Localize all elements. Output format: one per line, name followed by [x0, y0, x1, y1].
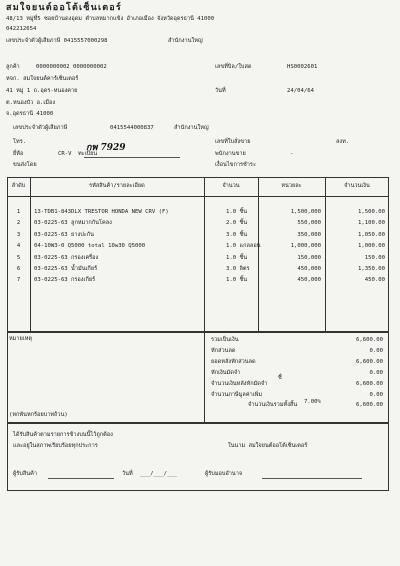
- doc-no: HS0002601: [287, 64, 318, 70]
- doc-ref-suffix: ลงท.: [336, 139, 350, 145]
- row-amount: 1,500.00: [358, 209, 385, 215]
- authorized-label: ผู้รับมอบอำนาจ: [205, 471, 243, 477]
- footer-condition-line: และอยู่ในสภาพเรียบร้อยทุกประการ: [13, 443, 98, 449]
- customer-code-label: ลูกค้า: [6, 64, 20, 70]
- row-price: 450,000: [297, 266, 321, 272]
- row-no: 7: [16, 277, 21, 284]
- customer-tax-label: เลขประจำตัวผู้เสียภาษี: [13, 125, 68, 131]
- row-price: 1,500,000: [290, 209, 321, 215]
- doc-staff-label: พนักงานขาย: [215, 151, 246, 157]
- customer-tax-id: 0415544000837: [110, 125, 154, 131]
- customer-address-3: จ.อุดรธานี 41000: [6, 111, 54, 117]
- doc-date: 24/04/64: [287, 88, 314, 94]
- row-no: 6: [16, 266, 21, 272]
- customer-address-2: ต.หนองบัว อ.เมือง: [6, 100, 56, 106]
- row-amount: 1,050.00: [358, 231, 385, 238]
- row-price: 1,000,000: [290, 243, 321, 250]
- customer-code: 0000000002 0000000002: [36, 64, 107, 70]
- doc-date-label: วันที่: [215, 88, 226, 94]
- row-qty: 2.0 ชิ้น: [226, 220, 248, 227]
- receive-date-label: วันที่: [122, 471, 133, 477]
- table-header-divider: [7, 196, 389, 197]
- vehicle-ship-label: ขนส่งโดย: [13, 162, 37, 168]
- totals-divider: [204, 332, 205, 423]
- company-address: 48/13 หมู่ที่5 ซอยบ้านดงอุดม ตำบลหมากแข้ง อำเภอเมือง จังหวัดอุดรธานี 41000: [6, 16, 215, 22]
- company-tax-id: เลขประจำตัวผู้เสียภาษี 0415557000298: [6, 38, 108, 44]
- row-no: 2: [16, 220, 21, 227]
- row-price: 550,000: [297, 220, 321, 227]
- totals-value: 6,600.00: [356, 337, 383, 343]
- header-qty: จำนวน: [222, 183, 240, 189]
- receiver-signature-line: [48, 478, 114, 479]
- row-desc: 03-0225-63 กรองเครื่อง: [34, 254, 99, 261]
- totals-value: 6,600.00: [356, 358, 383, 365]
- row-amount: 1,350.00: [358, 266, 385, 272]
- remark-label: หมายเหตุ: [9, 336, 33, 342]
- row-desc: 13-TDB1-843DLX TRESTOR HONDA NEW CRV (F): [34, 209, 169, 215]
- row-no: 1: [16, 209, 21, 215]
- vehicle-brand-label: ยี่ห้อ: [13, 151, 24, 157]
- row-qty: 1.0 ชิ้น: [226, 254, 248, 261]
- company-branch: สำนักงานใหญ่: [168, 38, 203, 44]
- totals-value: 6,600.00: [356, 380, 383, 387]
- row-amount: 450.00: [364, 277, 385, 284]
- customer-name: หจก. สมใจยนต์คาร์เซ็นเตอร์: [6, 76, 79, 82]
- row-qty: 1.0 ชิ้น: [226, 277, 248, 284]
- totals-label: หักส่วนลด: [211, 347, 236, 354]
- totals-value: 0.00: [369, 347, 383, 354]
- footer-company-name: ในนาม สมใจยนต์ออโต้เซ็นเตอร์: [228, 443, 308, 449]
- row-qty: 1.0 แกลลอน: [226, 243, 261, 250]
- row-desc: 03-0225-63 ลูกหมากกันโคลง: [34, 220, 112, 227]
- vehicle-plate: กพ 7929: [86, 143, 126, 153]
- row-no: 3: [16, 231, 21, 238]
- row-amount: 1,000.00: [358, 243, 385, 250]
- col-divider: [204, 177, 205, 332]
- row-qty: 1.0 ชิ้น: [226, 209, 248, 215]
- deposit-hash: ชื่: [278, 375, 282, 381]
- totals-label: จำนวนเงินรวมทั้งสิ้น: [248, 402, 298, 409]
- row-price: 450,000: [297, 277, 321, 284]
- totals-label: จำนวนภาษีมูลค่าเพิ่ม: [211, 391, 263, 398]
- footer-received-line: ได้รับสินค้าตามรายการข้างบนนี้ไว้ถูกต้อง: [13, 432, 113, 438]
- row-price: 150,000: [297, 254, 321, 261]
- row-desc: 03-0225-63 กรองเกียร์: [34, 277, 96, 284]
- row-desc: 03-0225-63 ยางปะกัน: [34, 231, 94, 238]
- header-desc: รหัสสินค้า/รายละเอียด: [89, 183, 145, 189]
- customer-phone-label: โทร.: [13, 139, 27, 145]
- row-qty: 3.0 ชิ้น: [226, 231, 248, 238]
- totals-label: รวมเป็นเงิน: [211, 337, 239, 343]
- authorized-signature-line: [262, 478, 362, 479]
- row-amount: 1,100.00: [358, 220, 385, 227]
- col-divider: [30, 177, 31, 332]
- doc-ref-label: เลขที่ใบสั่งขาย: [215, 139, 251, 145]
- receive-date-blank: ___/___/___: [140, 471, 178, 477]
- company-phone: 042212654: [6, 26, 37, 32]
- row-amount: 150.00: [364, 254, 385, 261]
- header-price: หน่วยละ: [281, 183, 302, 189]
- row-price: 350,000: [297, 231, 321, 238]
- amount-in-words: (หกพันหกร้อยบาทถ้วน): [9, 412, 68, 418]
- vat-rate: 7.00%: [304, 399, 321, 405]
- receiver-label: ผู้รับสินค้า: [13, 471, 37, 477]
- company-name: สมใจยนต์ออโต้เซ็นเตอร์: [6, 3, 122, 13]
- totals-value: 0.00: [369, 369, 383, 376]
- totals-value: 6,600.00: [356, 402, 383, 409]
- doc-terms-label: เงื่อนไขการชำระ: [215, 162, 256, 168]
- row-qty: 3.0 ลิตร: [226, 266, 250, 272]
- vehicle-model: CR-V: [58, 151, 72, 157]
- totals-label: จำนวนเงินหลังหักมัดจำ: [211, 380, 268, 387]
- totals-label: ยอดหลังหักส่วนลด: [211, 358, 256, 365]
- header-amount: จำนวนเงิน: [344, 183, 370, 189]
- row-no: 5: [16, 254, 21, 261]
- row-no: 4: [16, 243, 21, 250]
- vehicle-plate-label: ทะเบียน: [78, 151, 98, 157]
- doc-no-label: เลขที่บิล/ใบสด: [215, 64, 252, 70]
- row-desc: 03-0225-63 น้ำมันเกียร์: [34, 266, 98, 272]
- customer-address-1: 41 หมู่ 1 ถ.อุดร-หนองคาย: [6, 88, 78, 94]
- totals-label: หักเงินมัดจำ: [211, 369, 241, 376]
- row-desc: 04-10W3-0 Q5000 total 10w30 Q5000: [34, 243, 146, 250]
- customer-branch: สำนักงานใหญ่: [174, 125, 209, 131]
- plate-underline: [84, 157, 180, 158]
- header-no: ลำดับ: [11, 183, 26, 189]
- doc-staff: -: [290, 151, 294, 157]
- totals-value: 0.00: [369, 391, 383, 398]
